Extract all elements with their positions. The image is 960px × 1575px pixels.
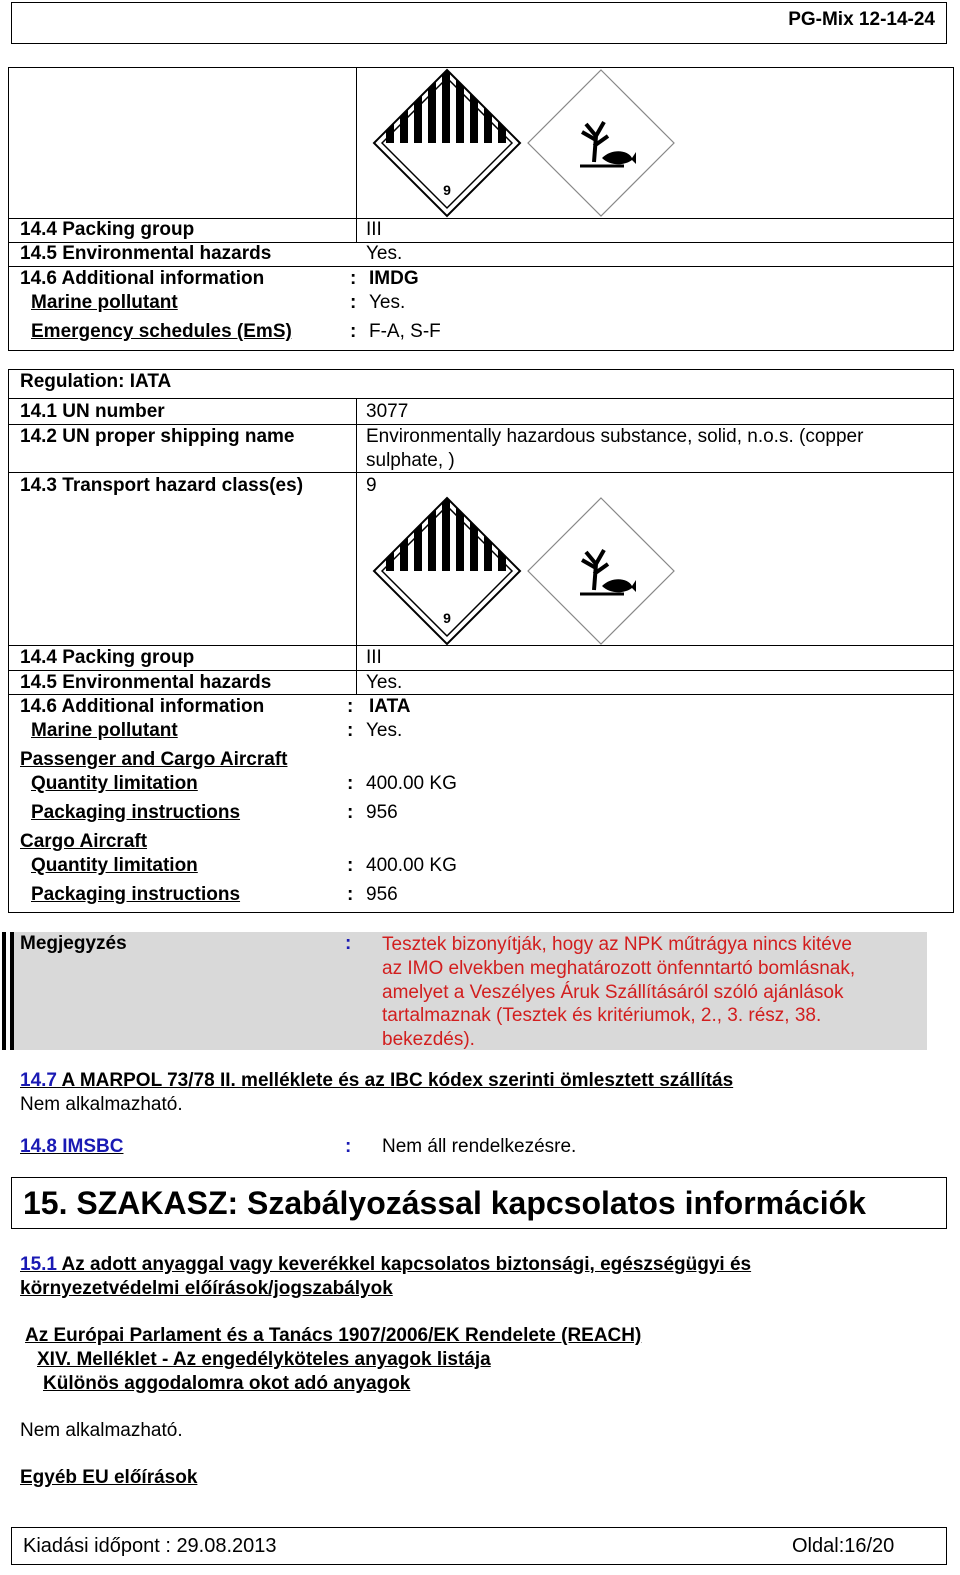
imdg-ems-value: F-A, S-F (369, 321, 441, 342)
imdg-packing-group-label: 14.4 Packing group (20, 219, 195, 240)
hazard-labels-imdg (370, 66, 680, 221)
imdg-marine-pollutant-label: Marine pollutant (31, 292, 178, 313)
iata-additional-info-label: 14.6 Additional information (20, 696, 265, 717)
note-change-bar (2, 932, 6, 1050)
note-colon: : (345, 933, 352, 954)
imdg-additional-info-value: IMDG (369, 268, 419, 289)
pc-packaging-instructions-value: 956 (366, 802, 398, 823)
section-14-8-title: IMSBC (56, 1136, 124, 1157)
iata-column-divider (356, 398, 357, 694)
ca-packaging-instructions-value: 956 (366, 884, 398, 905)
iata-un-number-value: 3077 (366, 401, 409, 422)
iata-shipping-name-label: 14.2 UN proper shipping name (20, 426, 295, 447)
imdg-column-divider (356, 67, 357, 242)
iata-packing-group-label: 14.4 Packing group (20, 647, 195, 668)
issue-date: Kiadási időpont : 29.08.2013 (23, 1535, 277, 1557)
iata-row-divider (8, 694, 954, 695)
colon: : (347, 720, 354, 741)
document-title: PG-Mix 12-14-24 (788, 9, 935, 30)
section-15-1-title-line2: környezetvédelmi előírások/jogszabályok (20, 1278, 393, 1299)
iata-shipping-name-line2: sulphate, ) (366, 450, 455, 471)
note-line: Tesztek bizonyítják, hogy az NPK műtrágya nincs kitéve (382, 934, 852, 955)
iata-marine-pollutant-value: Yes. (366, 720, 403, 741)
section-15-1-title: Az adott anyaggal vagy keverékkel kapcsolatos biztonsági, egészségügyi és (56, 1254, 752, 1275)
section-14-8-heading (20, 1136, 123, 1158)
iata-row-divider (8, 424, 954, 425)
colon: : (347, 884, 354, 905)
iata-hazard-class-label: 14.3 Transport hazard class(es) (20, 475, 304, 496)
note-line: az IMO elvekben meghatározott önfenntartó bomlásnak, (382, 957, 856, 979)
imdg-marine-pollutant-value: Yes. (369, 292, 406, 313)
pc-packaging-instructions-label: Packaging instructions (31, 802, 241, 823)
svg-text:9: 9 (443, 610, 451, 626)
iata-row-divider (8, 670, 954, 671)
ca-packaging-instructions-label: Packaging instructions (31, 884, 241, 905)
imdg-row-divider (8, 266, 954, 267)
environmental-hazard-icon (528, 70, 674, 216)
reach-svhc: Különös aggodalomra okot adó anyagok (43, 1373, 411, 1394)
section-14-8-number[interactable]: 14.8 (20, 1136, 57, 1157)
imdg-env-hazards-value: Yes. (366, 243, 403, 264)
iata-row-divider (8, 398, 954, 399)
section-14-7-heading (20, 1070, 733, 1092)
iata-packing-group-value: III (366, 647, 382, 668)
svg-text:9: 9 (443, 182, 451, 198)
note-line: bekezdés). (382, 1029, 475, 1051)
section-14-7-text: Nem alkalmazható. (20, 1094, 183, 1115)
iata-hazard-class-value: 9 (366, 475, 377, 496)
section-15-1-number[interactable]: 15.1 (20, 1254, 57, 1275)
pc-quantity-limitation-value: 400.00 KG (366, 773, 457, 794)
iata-regulation: Regulation: IATA (20, 371, 172, 392)
note-label: Megjegyzés (20, 933, 127, 954)
iata-un-number-label: 14.1 UN number (20, 401, 165, 422)
hazard-labels-iata (370, 494, 680, 649)
colon: : (347, 696, 354, 717)
note-line: amelyet a Veszélyes Áruk Szállításáról szóló ajánlások (382, 981, 844, 1003)
iata-shipping-name-line1: Environmentally hazardous substance, solid, n.o.s. (copper (366, 426, 864, 447)
imdg-env-hazards-label: 14.5 Environmental hazards (20, 243, 272, 264)
reach-regulation: Az Európai Parlament és a Tanács 1907/2006/EK Rendelete (REACH) (25, 1325, 642, 1346)
iata-env-hazards-value: Yes. (366, 672, 403, 693)
colon: : (350, 292, 357, 313)
section-15-heading: 15. SZAKASZ: Szabályozással kapcsolatos információk (23, 1185, 866, 1221)
section-14-7-number[interactable]: 14.7 (20, 1070, 57, 1091)
colon: : (347, 802, 354, 823)
colon: : (347, 773, 354, 794)
section-14-8-colon: : (345, 1136, 352, 1157)
iata-marine-pollutant-label: Marine pollutant (31, 720, 178, 741)
environmental-hazard-icon (528, 498, 674, 644)
colon: : (350, 268, 357, 289)
reach-annex-xiv: XIV. Melléklet - Az engedélyköteles anyagok listája (37, 1349, 491, 1370)
iata-additional-info-value: IATA (369, 696, 411, 717)
colon: : (350, 321, 357, 342)
colon: : (347, 855, 354, 876)
page-number: Oldal:16/20 (792, 1535, 895, 1557)
class9-hazard-icon (374, 494, 520, 644)
imdg-additional-info-label: 14.6 Additional information (20, 268, 265, 289)
iata-env-hazards-label: 14.5 Environmental hazards (20, 672, 272, 693)
cargo-aircraft-heading: Cargo Aircraft (20, 831, 148, 852)
ca-quantity-limitation-label: Quantity limitation (31, 855, 198, 876)
pc-quantity-limitation-label: Quantity limitation (31, 773, 198, 794)
note-line: tartalmaznak (Tesztek és kritériumok, 2., 3. rész, 38. (382, 1005, 822, 1027)
iata-row-divider (8, 472, 954, 473)
reach-not-applicable: Nem alkalmazható. (20, 1420, 183, 1441)
section-15-1-heading (20, 1254, 751, 1276)
class9-hazard-icon (374, 66, 520, 216)
imdg-ems-label: Emergency schedules (EmS) (31, 321, 292, 342)
section-14-8-value: Nem áll rendelkezésre. (382, 1136, 577, 1157)
ca-quantity-limitation-value: 400.00 KG (366, 855, 457, 876)
imdg-packing-group-value: III (366, 219, 382, 240)
passenger-cargo-aircraft-heading: Passenger and Cargo Aircraft (20, 749, 288, 770)
section-14-7-title: A MARPOL 73/78 II. melléklete és az IBC kódex szerinti ömlesztett szállítás (56, 1070, 734, 1091)
note-text (382, 933, 855, 1052)
other-eu-regulations-heading: Egyéb EU előírások (20, 1467, 198, 1488)
